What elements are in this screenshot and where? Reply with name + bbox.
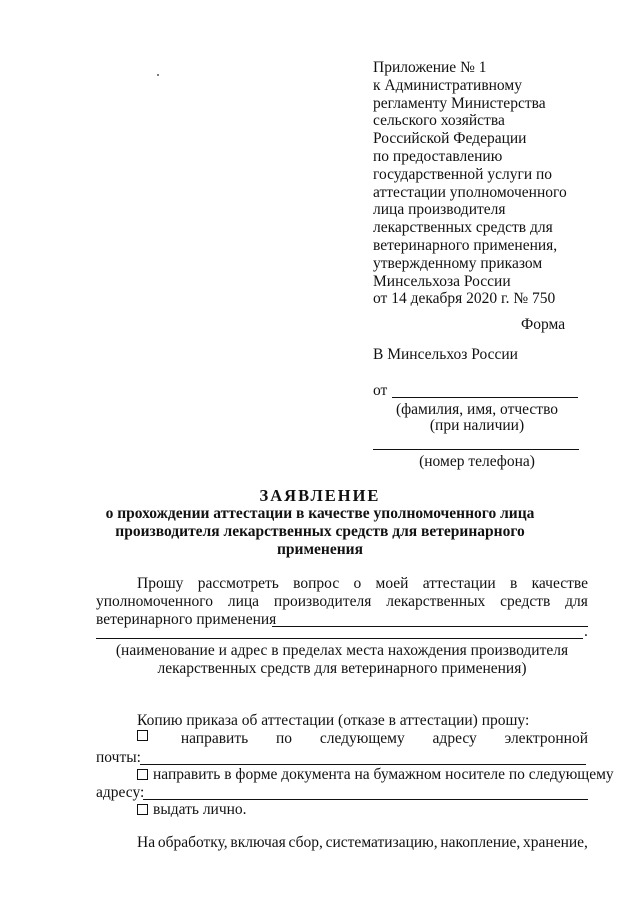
consent-word: обработку, bbox=[157, 834, 228, 851]
address-label: адресу: bbox=[96, 784, 145, 801]
personal-option-label: выдать лично. bbox=[153, 801, 247, 818]
request-word: вопрос bbox=[293, 575, 340, 592]
email-word-5: электронной bbox=[504, 730, 588, 747]
email-option-line bbox=[137, 730, 588, 748]
email-checkbox[interactable] bbox=[137, 730, 148, 741]
request-word: качестве bbox=[531, 575, 588, 592]
subtitle-line-1: о прохождении аттестации в качестве уполномоченного лица bbox=[105, 505, 535, 522]
postal-address-line[interactable] bbox=[143, 799, 588, 800]
producer-line-2[interactable] bbox=[96, 638, 583, 639]
email-word-2: по bbox=[275, 730, 293, 747]
paper-option bbox=[137, 766, 614, 784]
copy-order-intro: Копию приказа об аттестации (отказе в аттестации) прошу: bbox=[137, 712, 530, 729]
appendix-line: утвержденному приказом bbox=[373, 254, 543, 272]
consent-word: включая bbox=[230, 834, 286, 851]
document-title: ЗАЯВЛЕНИЕ bbox=[259, 486, 381, 505]
email-word-3: следующему bbox=[319, 730, 405, 747]
appendix-line: сельского хозяйства bbox=[373, 112, 505, 130]
consent-line bbox=[137, 834, 588, 852]
appendix-line: государственной услуги по bbox=[373, 165, 553, 183]
request-word: рассмотреть bbox=[197, 575, 279, 592]
email-word-4: адресу bbox=[432, 730, 477, 747]
email-address-line[interactable] bbox=[140, 764, 586, 765]
personal-option bbox=[137, 801, 247, 819]
request-word: средств bbox=[500, 593, 551, 610]
consent-word: сбор, bbox=[288, 834, 323, 851]
producer-hint-1: (наименование и адрес в пределах места нахождения производителя bbox=[115, 642, 569, 659]
addressee: В Минсельхоз России bbox=[373, 346, 518, 363]
consent-word: На bbox=[137, 834, 156, 851]
phone-hint: (номер телефона) bbox=[419, 453, 535, 470]
request-word: уполномоченного bbox=[96, 593, 213, 610]
consent-word: систематизацию, bbox=[325, 834, 438, 851]
appendix-line: ветеринарного применения, bbox=[373, 237, 558, 254]
appendix-line: Минсельхоза России bbox=[373, 272, 511, 290]
producer-line-1[interactable] bbox=[272, 626, 588, 627]
appendix-line: аттестации уполномоченного bbox=[373, 183, 567, 201]
request-word: лекарственных bbox=[386, 593, 486, 610]
appendix-line: Приложение № 1 bbox=[373, 59, 487, 76]
request-word: для bbox=[565, 593, 588, 610]
consent-word: хранение, bbox=[523, 834, 588, 851]
appendix-line: лекарственных средств для bbox=[373, 219, 553, 237]
email-label: почты: bbox=[96, 749, 141, 766]
request-word: о bbox=[353, 575, 362, 592]
subtitle-line-3: применения bbox=[277, 541, 363, 558]
name-hint-2: (при наличии) bbox=[429, 417, 525, 434]
email-word-1: направить bbox=[180, 730, 249, 747]
personal-checkbox[interactable] bbox=[137, 804, 148, 815]
phone-line[interactable] bbox=[373, 449, 579, 450]
appendix-line: лица производителя bbox=[373, 201, 506, 219]
request-word: аттестации bbox=[422, 575, 496, 592]
producer-hint-2: лекарственных средств для ветеринарного применения) bbox=[157, 660, 527, 677]
request-period: . bbox=[584, 623, 588, 640]
name-hint-1: (фамилия, имя, отчество bbox=[395, 401, 559, 418]
appendix-line: к Административному bbox=[373, 76, 522, 94]
request-line-2 bbox=[96, 593, 588, 611]
appendix-line: от 14 декабря 2020 г. № 750 bbox=[373, 290, 556, 308]
consent-word: накопление, bbox=[440, 834, 521, 851]
from-name-line[interactable] bbox=[392, 397, 578, 398]
request-word: лица bbox=[227, 593, 260, 610]
scan-speck bbox=[157, 74, 159, 76]
paper-checkbox[interactable] bbox=[137, 769, 148, 780]
appendix-line: по предоставлению bbox=[373, 148, 503, 165]
request-word: производителя bbox=[273, 593, 372, 610]
appendix-line: Российской Федерации bbox=[373, 130, 527, 148]
request-line-1 bbox=[137, 575, 588, 593]
request-word: в bbox=[509, 575, 518, 592]
paper-option-label: направить в форме документа на бумажном носителе по следующему bbox=[153, 766, 614, 783]
appendix-line: регламенту Министерства bbox=[373, 94, 546, 112]
from-label: от bbox=[373, 382, 388, 399]
form-label: Форма bbox=[521, 316, 566, 333]
request-line-3: ветеринарного применения bbox=[96, 611, 277, 628]
request-word: Прошу bbox=[137, 575, 184, 592]
subtitle-line-2: производителя лекарственных средств для ветеринарного bbox=[115, 523, 525, 540]
request-word: моей bbox=[375, 575, 409, 592]
